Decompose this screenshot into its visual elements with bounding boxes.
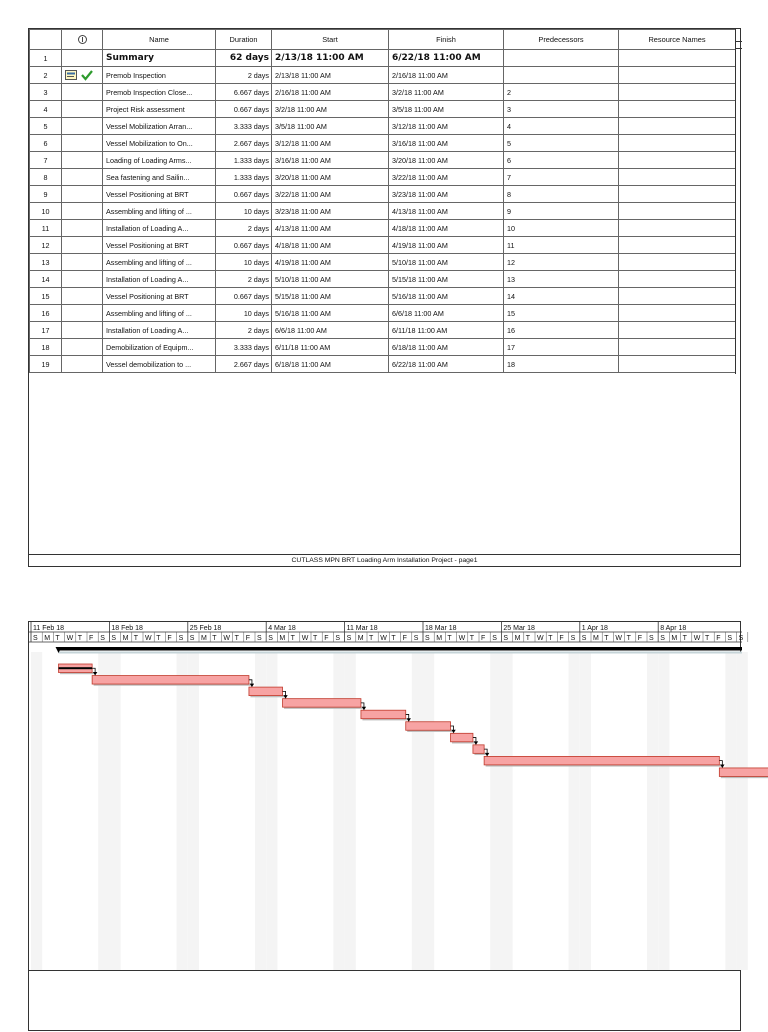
task-duration-cell[interactable]: 10 days <box>216 203 272 220</box>
task-indicators-cell[interactable] <box>62 67 103 84</box>
task-resources-cell[interactable] <box>619 67 736 84</box>
task-start-cell[interactable]: 3/12/18 11:00 AM <box>272 135 389 152</box>
task-start-cell[interactable]: 4/19/18 11:00 AM <box>272 254 389 271</box>
task-finish-cell[interactable]: 5/15/18 11:00 AM <box>389 271 504 288</box>
day-letter: W <box>145 635 152 642</box>
task-finish-cell[interactable]: 4/13/18 11:00 AM <box>389 203 504 220</box>
task-duration-cell[interactable]: 0.667 days <box>216 186 272 203</box>
day-letter: T <box>234 635 239 642</box>
task-finish-cell[interactable]: 5/10/18 11:00 AM <box>389 254 504 271</box>
day-letter: M <box>122 635 129 642</box>
day-letter: T <box>548 635 553 642</box>
day-letter: S <box>178 635 184 642</box>
table-row[interactable] <box>30 322 736 339</box>
task-start-cell[interactable]: 3/22/18 11:00 AM <box>272 186 389 203</box>
weekend-shade <box>501 652 512 970</box>
week-label: 25 Feb 18 <box>189 625 222 632</box>
task-id-cell[interactable]: 6 <box>30 135 62 152</box>
task-finish-cell[interactable]: 3/12/18 11:00 AM <box>389 118 504 135</box>
day-letter: W <box>537 635 544 642</box>
task-start-cell[interactable]: 6/11/18 11:00 AM <box>272 339 389 356</box>
task-name-cell[interactable]: Vessel Mobilization Arran... <box>103 118 216 135</box>
table-row[interactable] <box>30 288 736 305</box>
task-id-cell[interactable]: 3 <box>30 84 62 101</box>
task-predecessors-cell[interactable]: 6 <box>504 152 619 169</box>
day-letter: T <box>212 635 217 642</box>
task-name-cell[interactable]: Vessel Positioning at BRT <box>103 186 216 203</box>
task-resources-cell[interactable] <box>619 322 736 339</box>
day-letter: W <box>615 635 623 642</box>
task-indicators-cell[interactable] <box>62 237 103 254</box>
start-column-header[interactable]: Start <box>272 30 389 50</box>
task-name-cell[interactable]: Vessel demobilization to ... <box>103 356 216 373</box>
task-indicators-cell[interactable] <box>62 305 103 322</box>
task-id-cell[interactable]: 8 <box>30 169 62 186</box>
weekend-shade <box>98 652 109 970</box>
day-letter: M <box>201 635 207 642</box>
task-resources-cell[interactable] <box>619 237 736 254</box>
task-name-cell[interactable]: Summary <box>103 50 216 67</box>
task-resources-cell[interactable] <box>619 339 736 356</box>
week-label: 1 Apr 18 <box>581 625 608 632</box>
table-row[interactable] <box>30 50 736 67</box>
task-id-cell[interactable]: 14 <box>30 271 62 288</box>
finish-column-header[interactable]: Finish <box>389 30 504 50</box>
day-letter: T <box>133 635 139 642</box>
day-letter: T <box>313 635 318 642</box>
task-bar[interactable] <box>719 768 768 777</box>
task-bar[interactable] <box>361 710 406 719</box>
task-bar[interactable] <box>484 756 719 765</box>
weekend-shade <box>490 652 501 970</box>
task-predecessors-cell[interactable]: 5 <box>504 135 619 152</box>
task-start-cell[interactable]: 3/23/18 11:00 AM <box>272 203 389 220</box>
table-row[interactable] <box>30 169 736 186</box>
task-predecessors-cell[interactable]: 17 <box>504 339 619 356</box>
task-start-cell[interactable]: 5/10/18 11:00 AM <box>272 271 389 288</box>
task-indicators-cell[interactable] <box>62 271 103 288</box>
task-bar[interactable] <box>249 687 283 696</box>
day-letter: T <box>525 635 531 642</box>
task-predecessors-cell[interactable]: 13 <box>504 271 619 288</box>
task-finish-cell[interactable]: 6/22/18 11:00 AM <box>389 50 504 67</box>
task-name-cell[interactable]: Sea fastening and Sailin... <box>103 169 216 186</box>
day-letter: S <box>268 635 273 642</box>
task-name-cell[interactable]: Loading of Loading Arms... <box>103 152 216 169</box>
day-letter: S <box>111 635 117 642</box>
day-letter: F <box>637 635 643 642</box>
task-duration-cell[interactable]: 3.333 days <box>216 118 272 135</box>
day-letter: W <box>380 635 387 642</box>
task-id-cell[interactable]: 13 <box>30 254 62 271</box>
task-start-cell[interactable]: 5/15/18 11:00 AM <box>272 288 389 305</box>
task-indicators-cell[interactable] <box>62 135 103 152</box>
predecessors-column-header[interactable]: Predecessors <box>504 30 619 50</box>
weekend-shade <box>423 652 434 970</box>
task-start-cell[interactable]: 2/16/18 11:00 AM <box>272 84 389 101</box>
day-letter: S <box>33 635 38 642</box>
day-letter: F <box>716 635 721 642</box>
task-finish-cell[interactable]: 3/2/18 11:00 AM <box>389 84 504 101</box>
weekend-shade <box>109 652 120 970</box>
task-finish-cell[interactable]: 3/20/18 11:00 AM <box>389 152 504 169</box>
task-table-page <box>28 28 741 567</box>
task-finish-cell[interactable]: 3/23/18 11:00 AM <box>389 186 504 203</box>
task-id-cell[interactable]: 18 <box>30 339 62 356</box>
task-duration-cell[interactable]: 0.667 days <box>216 288 272 305</box>
week-label: 25 Mar 18 <box>503 625 535 632</box>
task-id-cell[interactable]: 19 <box>30 356 62 373</box>
day-letter: T <box>290 635 295 642</box>
task-duration-cell[interactable]: 10 days <box>216 305 272 322</box>
task-duration-cell[interactable]: 0.667 days <box>216 101 272 118</box>
day-letter: S <box>413 635 419 642</box>
day-letter: S <box>738 635 744 642</box>
note-icon[interactable] <box>65 70 77 80</box>
weekend-shade <box>580 652 591 970</box>
day-letter: M <box>593 635 599 642</box>
weekend-shade <box>412 652 423 970</box>
table-row[interactable] <box>30 237 736 254</box>
day-letter: T <box>469 635 475 642</box>
task-bar[interactable] <box>283 699 361 708</box>
day-letter: M <box>279 635 286 642</box>
weekend-shade <box>31 652 42 970</box>
task-name-cell[interactable]: Project Risk assessment <box>103 101 216 118</box>
task-name-cell[interactable]: Assembling and lifting of ... <box>103 305 216 322</box>
day-letter: F <box>324 635 329 642</box>
table-row[interactable] <box>30 254 736 271</box>
week-label: 18 Mar 18 <box>425 625 457 632</box>
weekend-shade <box>188 652 199 970</box>
task-resources-cell[interactable] <box>619 169 736 186</box>
resource-names-column-header[interactable]: Resource Names <box>619 30 736 50</box>
task-name-cell[interactable]: Vessel Positioning at BRT <box>103 288 216 305</box>
day-letter: S <box>649 635 654 642</box>
task-indicators-cell[interactable] <box>62 50 103 67</box>
task-start-cell[interactable]: 4/13/18 11:00 AM <box>272 220 389 237</box>
task-duration-cell[interactable]: 2.667 days <box>216 356 272 373</box>
day-letter: T <box>626 635 631 642</box>
task-duration-cell[interactable]: 10 days <box>216 254 272 271</box>
task-start-cell[interactable]: 6/6/18 11:00 AM <box>272 322 389 339</box>
task-id-cell[interactable]: 17 <box>30 322 62 339</box>
table-row[interactable] <box>30 220 736 237</box>
table-row[interactable] <box>30 118 736 135</box>
task-resources-cell[interactable] <box>619 356 736 373</box>
task-finish-cell[interactable]: 6/11/18 11:00 AM <box>389 322 504 339</box>
task-id-cell[interactable]: 4 <box>30 101 62 118</box>
task-name-cell[interactable]: Vessel Positioning at BRT <box>103 237 216 254</box>
task-id-cell[interactable]: 12 <box>30 237 62 254</box>
day-letter: W <box>66 635 74 642</box>
day-letter: F <box>481 635 486 642</box>
day-letter: S <box>100 635 105 642</box>
day-letter: M <box>671 635 678 642</box>
task-start-cell[interactable]: 2/13/18 11:00 AM <box>272 50 389 67</box>
task-predecessors-cell[interactable]: 10 <box>504 220 619 237</box>
task-duration-cell[interactable]: 2 days <box>216 271 272 288</box>
day-letter: T <box>705 635 710 642</box>
task-name-cell[interactable]: Assembling and lifting of ... <box>103 254 216 271</box>
task-id-cell[interactable]: 16 <box>30 305 62 322</box>
weekend-shade <box>658 652 669 970</box>
table-row[interactable] <box>30 271 736 288</box>
task-progress-bar <box>59 667 93 669</box>
task-predecessors-cell[interactable]: 7 <box>504 169 619 186</box>
day-letter: T <box>156 635 161 642</box>
task-resources-cell[interactable] <box>619 288 736 305</box>
task-bar[interactable] <box>92 676 249 685</box>
task-id-cell[interactable]: 7 <box>30 152 62 169</box>
weekend-shade <box>737 652 748 970</box>
name-column-header[interactable]: Name <box>103 30 216 50</box>
table-scroll-edge[interactable] <box>735 29 741 374</box>
task-name-cell[interactable]: Installation of Loading A... <box>103 220 216 237</box>
task-finish-cell[interactable]: 2/16/18 11:00 AM <box>389 67 504 84</box>
table-header-row <box>30 30 736 50</box>
task-name-cell[interactable]: Assembling and lifting of ... <box>103 203 216 220</box>
task-indicators-cell[interactable] <box>62 356 103 373</box>
task-start-cell[interactable]: 2/13/18 11:00 AM <box>272 67 389 84</box>
weekend-shade <box>255 652 266 970</box>
gantt-footer-divider <box>29 970 740 971</box>
task-resources-cell[interactable] <box>619 254 736 271</box>
task-resources-cell[interactable] <box>619 271 736 288</box>
day-letter: S <box>257 635 262 642</box>
task-name-cell[interactable]: Premob Inspection <box>103 67 216 84</box>
task-resources-cell[interactable] <box>619 135 736 152</box>
task-start-cell[interactable]: 6/18/18 11:00 AM <box>272 356 389 373</box>
task-predecessors-cell[interactable] <box>504 50 619 67</box>
task-duration-cell[interactable]: 3.333 days <box>216 339 272 356</box>
task-indicators-cell[interactable] <box>62 84 103 101</box>
task-table-body <box>30 50 736 373</box>
task-duration-cell[interactable]: 2 days <box>216 322 272 339</box>
task-resources-cell[interactable] <box>619 101 736 118</box>
table-row[interactable] <box>30 67 736 84</box>
task-start-cell[interactable]: 5/16/18 11:00 AM <box>272 305 389 322</box>
weekend-shade <box>266 652 277 970</box>
task-resources-cell[interactable] <box>619 118 736 135</box>
task-indicators-cell[interactable] <box>62 186 103 203</box>
day-letter: T <box>369 635 374 642</box>
page-footer: CUTLASS MPN BRT Loading Arm Installation Project - page1 <box>29 554 740 566</box>
task-duration-cell[interactable]: 2 days <box>216 67 272 84</box>
day-letter: W <box>223 635 231 642</box>
day-letter: S <box>189 635 195 642</box>
task-finish-cell[interactable]: 6/22/18 11:00 AM <box>389 356 504 373</box>
task-finish-cell[interactable]: 3/16/18 11:00 AM <box>389 135 504 152</box>
task-predecessors-cell[interactable]: 14 <box>504 288 619 305</box>
task-duration-cell[interactable]: 1.333 days <box>216 152 272 169</box>
id-column-header[interactable] <box>30 30 62 50</box>
task-id-cell[interactable]: 5 <box>30 118 62 135</box>
task-indicators-cell[interactable] <box>62 169 103 186</box>
task-finish-cell[interactable]: 4/18/18 11:00 AM <box>389 220 504 237</box>
day-letter: T <box>77 635 83 642</box>
task-resources-cell[interactable] <box>619 152 736 169</box>
day-letter: W <box>693 635 701 642</box>
summary-bar[interactable] <box>59 647 742 651</box>
day-letter: S <box>503 635 509 642</box>
weekend-shade <box>647 652 658 970</box>
task-indicators-cell[interactable] <box>62 339 103 356</box>
day-letter: M <box>514 635 521 642</box>
task-duration-cell[interactable]: 62 days <box>216 50 272 67</box>
day-letter: S <box>581 635 587 642</box>
day-letter: T <box>682 635 687 642</box>
table-row[interactable] <box>30 203 736 220</box>
day-letter: W <box>301 635 309 642</box>
weekend-shade <box>177 652 188 970</box>
task-indicators-cell[interactable] <box>62 322 103 339</box>
day-letter: T <box>604 635 609 642</box>
task-bar[interactable] <box>451 733 473 742</box>
day-letter: S <box>492 635 497 642</box>
day-letter: S <box>335 635 341 642</box>
task-id-cell[interactable]: 1 <box>30 50 62 67</box>
task-indicators-cell[interactable] <box>62 254 103 271</box>
week-label: 11 Feb 18 <box>33 625 65 632</box>
weekend-shade <box>569 652 580 970</box>
task-finish-cell[interactable]: 3/22/18 11:00 AM <box>389 169 504 186</box>
task-indicators-cell[interactable] <box>62 220 103 237</box>
check-icon <box>81 70 93 80</box>
task-finish-cell[interactable]: 3/5/18 11:00 AM <box>389 101 504 118</box>
task-indicators-cell[interactable] <box>62 118 103 135</box>
task-resources-cell[interactable] <box>619 186 736 203</box>
task-name-cell[interactable]: Installation of Loading A... <box>103 322 216 339</box>
task-start-cell[interactable]: 3/5/18 11:00 AM <box>272 118 389 135</box>
indicators-column-header[interactable] <box>62 30 103 50</box>
day-letter: F <box>559 635 564 642</box>
task-predecessors-cell[interactable]: 9 <box>504 203 619 220</box>
task-resources-cell[interactable] <box>619 203 736 220</box>
day-letter: S <box>660 635 665 642</box>
task-duration-cell[interactable]: 2 days <box>216 220 272 237</box>
table-row[interactable] <box>30 152 736 169</box>
task-resources-cell[interactable] <box>619 220 736 237</box>
table-row[interactable] <box>30 339 736 356</box>
day-letter: F <box>167 635 172 642</box>
task-finish-cell[interactable]: 6/6/18 11:00 AM <box>389 305 504 322</box>
task-indicators-cell[interactable] <box>62 203 103 220</box>
task-name-cell[interactable]: Demobilization of Equipm... <box>103 339 216 356</box>
task-indicators-cell[interactable] <box>62 101 103 118</box>
day-letter: T <box>391 635 396 642</box>
week-label: 18 Feb 18 <box>111 625 143 632</box>
task-resources-cell[interactable] <box>619 305 736 322</box>
day-letter: S <box>346 635 352 642</box>
task-start-cell[interactable]: 3/2/18 11:00 AM <box>272 101 389 118</box>
task-table <box>29 29 736 373</box>
task-start-cell[interactable]: 4/18/18 11:00 AM <box>272 237 389 254</box>
gantt-chart-page <box>28 621 744 1031</box>
week-label: 4 Mar 18 <box>268 625 296 632</box>
task-resources-cell[interactable] <box>619 50 736 67</box>
task-finish-cell[interactable]: 4/19/18 11:00 AM <box>389 237 504 254</box>
day-letter: W <box>458 635 466 642</box>
table-row[interactable] <box>30 101 736 118</box>
task-bar[interactable] <box>406 722 451 731</box>
task-predecessors-cell[interactable]: 16 <box>504 322 619 339</box>
task-name-cell[interactable]: Premob Inspection Close... <box>103 84 216 101</box>
task-start-cell[interactable]: 3/16/18 11:00 AM <box>272 152 389 169</box>
day-letter: M <box>436 635 443 642</box>
task-id-cell[interactable]: 9 <box>30 186 62 203</box>
day-letter: F <box>402 635 407 642</box>
task-name-cell[interactable]: Installation of Loading A... <box>103 271 216 288</box>
task-predecessors-cell[interactable]: 12 <box>504 254 619 271</box>
task-id-cell[interactable]: 10 <box>30 203 62 220</box>
day-letter: T <box>55 635 60 642</box>
task-predecessors-cell[interactable]: 11 <box>504 237 619 254</box>
day-letter: M <box>44 635 51 642</box>
task-start-cell[interactable]: 3/20/18 11:00 AM <box>272 169 389 186</box>
table-row[interactable] <box>30 186 736 203</box>
task-duration-cell[interactable]: 6.667 days <box>216 84 272 101</box>
day-letter: S <box>727 635 733 642</box>
task-name-cell[interactable]: Vessel Mobilization to On... <box>103 135 216 152</box>
task-finish-cell[interactable]: 5/16/18 11:00 AM <box>389 288 504 305</box>
task-resources-cell[interactable] <box>619 84 736 101</box>
task-predecessors-cell[interactable]: 3 <box>504 101 619 118</box>
task-indicators-cell[interactable] <box>62 288 103 305</box>
day-letter: T <box>447 635 452 642</box>
task-id-cell[interactable]: 2 <box>30 67 62 84</box>
day-letter: S <box>570 635 576 642</box>
table-row[interactable] <box>30 84 736 101</box>
week-label: 8 Apr 18 <box>660 625 687 632</box>
task-predecessors-cell[interactable]: 15 <box>504 305 619 322</box>
task-finish-cell[interactable]: 6/18/18 11:00 AM <box>389 339 504 356</box>
task-indicators-cell[interactable] <box>62 152 103 169</box>
duration-column-header[interactable]: Duration <box>216 30 272 50</box>
task-predecessors-cell[interactable]: 4 <box>504 118 619 135</box>
task-duration-cell[interactable]: 1.333 days <box>216 169 272 186</box>
task-bar[interactable] <box>473 745 484 754</box>
table-row[interactable] <box>30 356 736 373</box>
table-row[interactable] <box>30 135 736 152</box>
task-predecessors-cell[interactable]: 18 <box>504 356 619 373</box>
day-letter: S <box>425 635 430 642</box>
task-id-cell[interactable]: 15 <box>30 288 62 305</box>
task-predecessors-cell[interactable]: 8 <box>504 186 619 203</box>
task-duration-cell[interactable]: 2.667 days <box>216 135 272 152</box>
table-row[interactable] <box>30 305 736 322</box>
task-duration-cell[interactable]: 0.667 days <box>216 237 272 254</box>
day-letter: F <box>89 635 94 642</box>
weekend-shade <box>725 652 736 970</box>
day-letter: M <box>357 635 364 642</box>
info-circle-icon <box>78 35 87 44</box>
task-predecessors-cell[interactable] <box>504 67 619 84</box>
task-predecessors-cell[interactable]: 2 <box>504 84 619 101</box>
day-letter: F <box>245 635 251 642</box>
week-label: 11 Mar 18 <box>346 625 378 632</box>
task-id-cell[interactable]: 11 <box>30 220 62 237</box>
